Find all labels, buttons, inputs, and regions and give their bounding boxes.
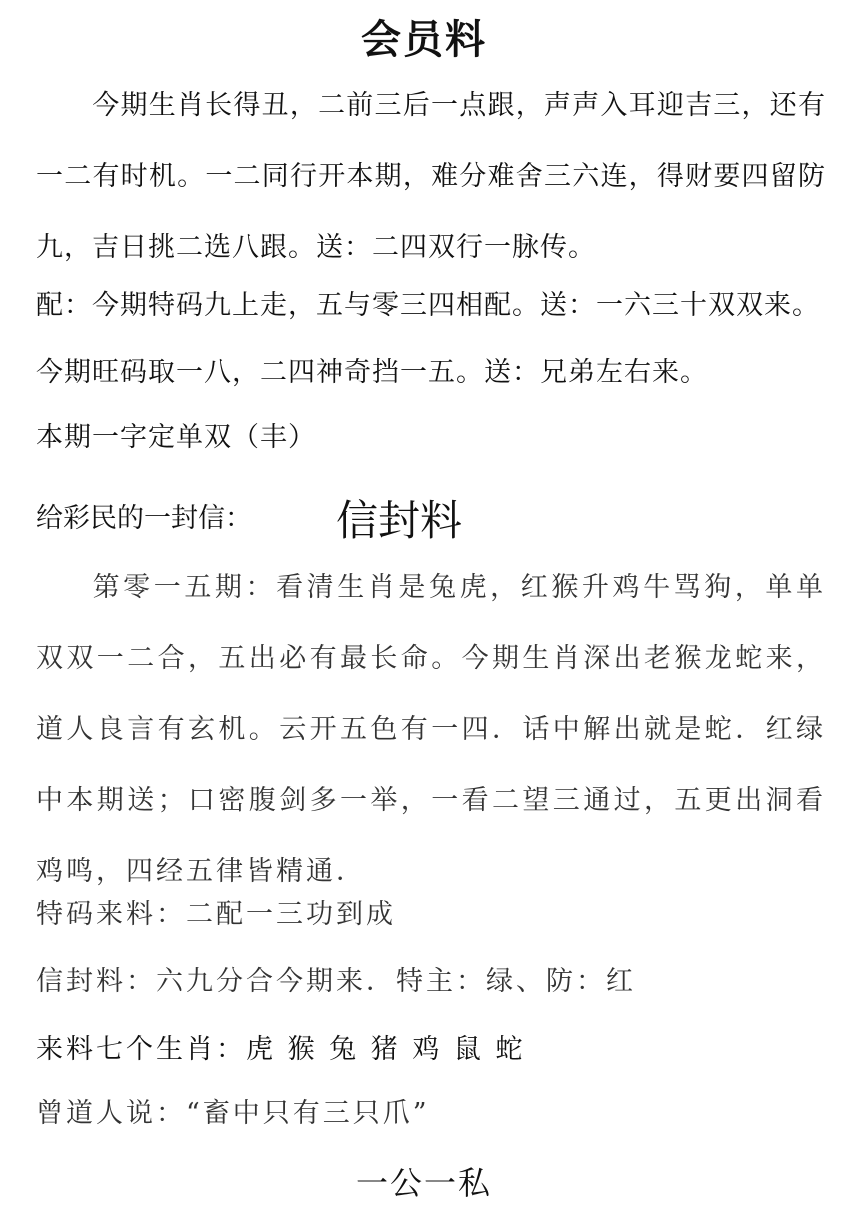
hot-number-line: 今期旺码取一八，二四神奇挡一五。送：兄弟左右来。 <box>36 357 708 388</box>
member-title: 会员料 <box>361 16 487 63</box>
single-double-line: 本期一字定单双（丰） <box>36 422 316 453</box>
member-paragraph <box>36 70 826 283</box>
letter-paragraph <box>36 552 826 907</box>
saying-line: 曾道人说：“畜中只有三只爪” <box>36 1098 430 1129</box>
envelope-line: 信封料：六九分合今期来．特主：绿、防：红 <box>36 966 636 997</box>
special-line: 特码来料：二配一三功到成 <box>36 899 396 930</box>
letter-label: 给彩民的一封信： <box>36 503 252 534</box>
letter-title: 信封料 <box>336 496 463 545</box>
member-paragraph-text: 今期生肖长得丑，二前三后一点跟，声声入耳迎吉三，还有一二有时机。一二同行开本期，难分难舍三六连，得财要四留防九，吉日挑二选八跟。送：二四双行一脉传。 <box>36 90 826 263</box>
footer-text: 一公一私 <box>355 1164 492 1202</box>
zodiac-line: 来料七个生肖：虎 猴 兔 猪 鸡 鼠 蛇 <box>36 1034 526 1065</box>
match-line: 配：今期特码九上走，五与零三四相配。送：一六三十双双来。 <box>36 290 820 321</box>
letter-paragraph-text: 第零一五期：看清生肖是兔虎，红猴升鸡牛骂狗，单单双双一二合，五出必有最长命。今期生肖深出老猴龙蛇来，道人良言有玄机。云开五色有一四．话中解出就是蛇．红绿中本期送；口密腹剑多一举，一看二望三通过，五更出洞看鸡鸣，四经五律皆精通． <box>36 572 826 887</box>
